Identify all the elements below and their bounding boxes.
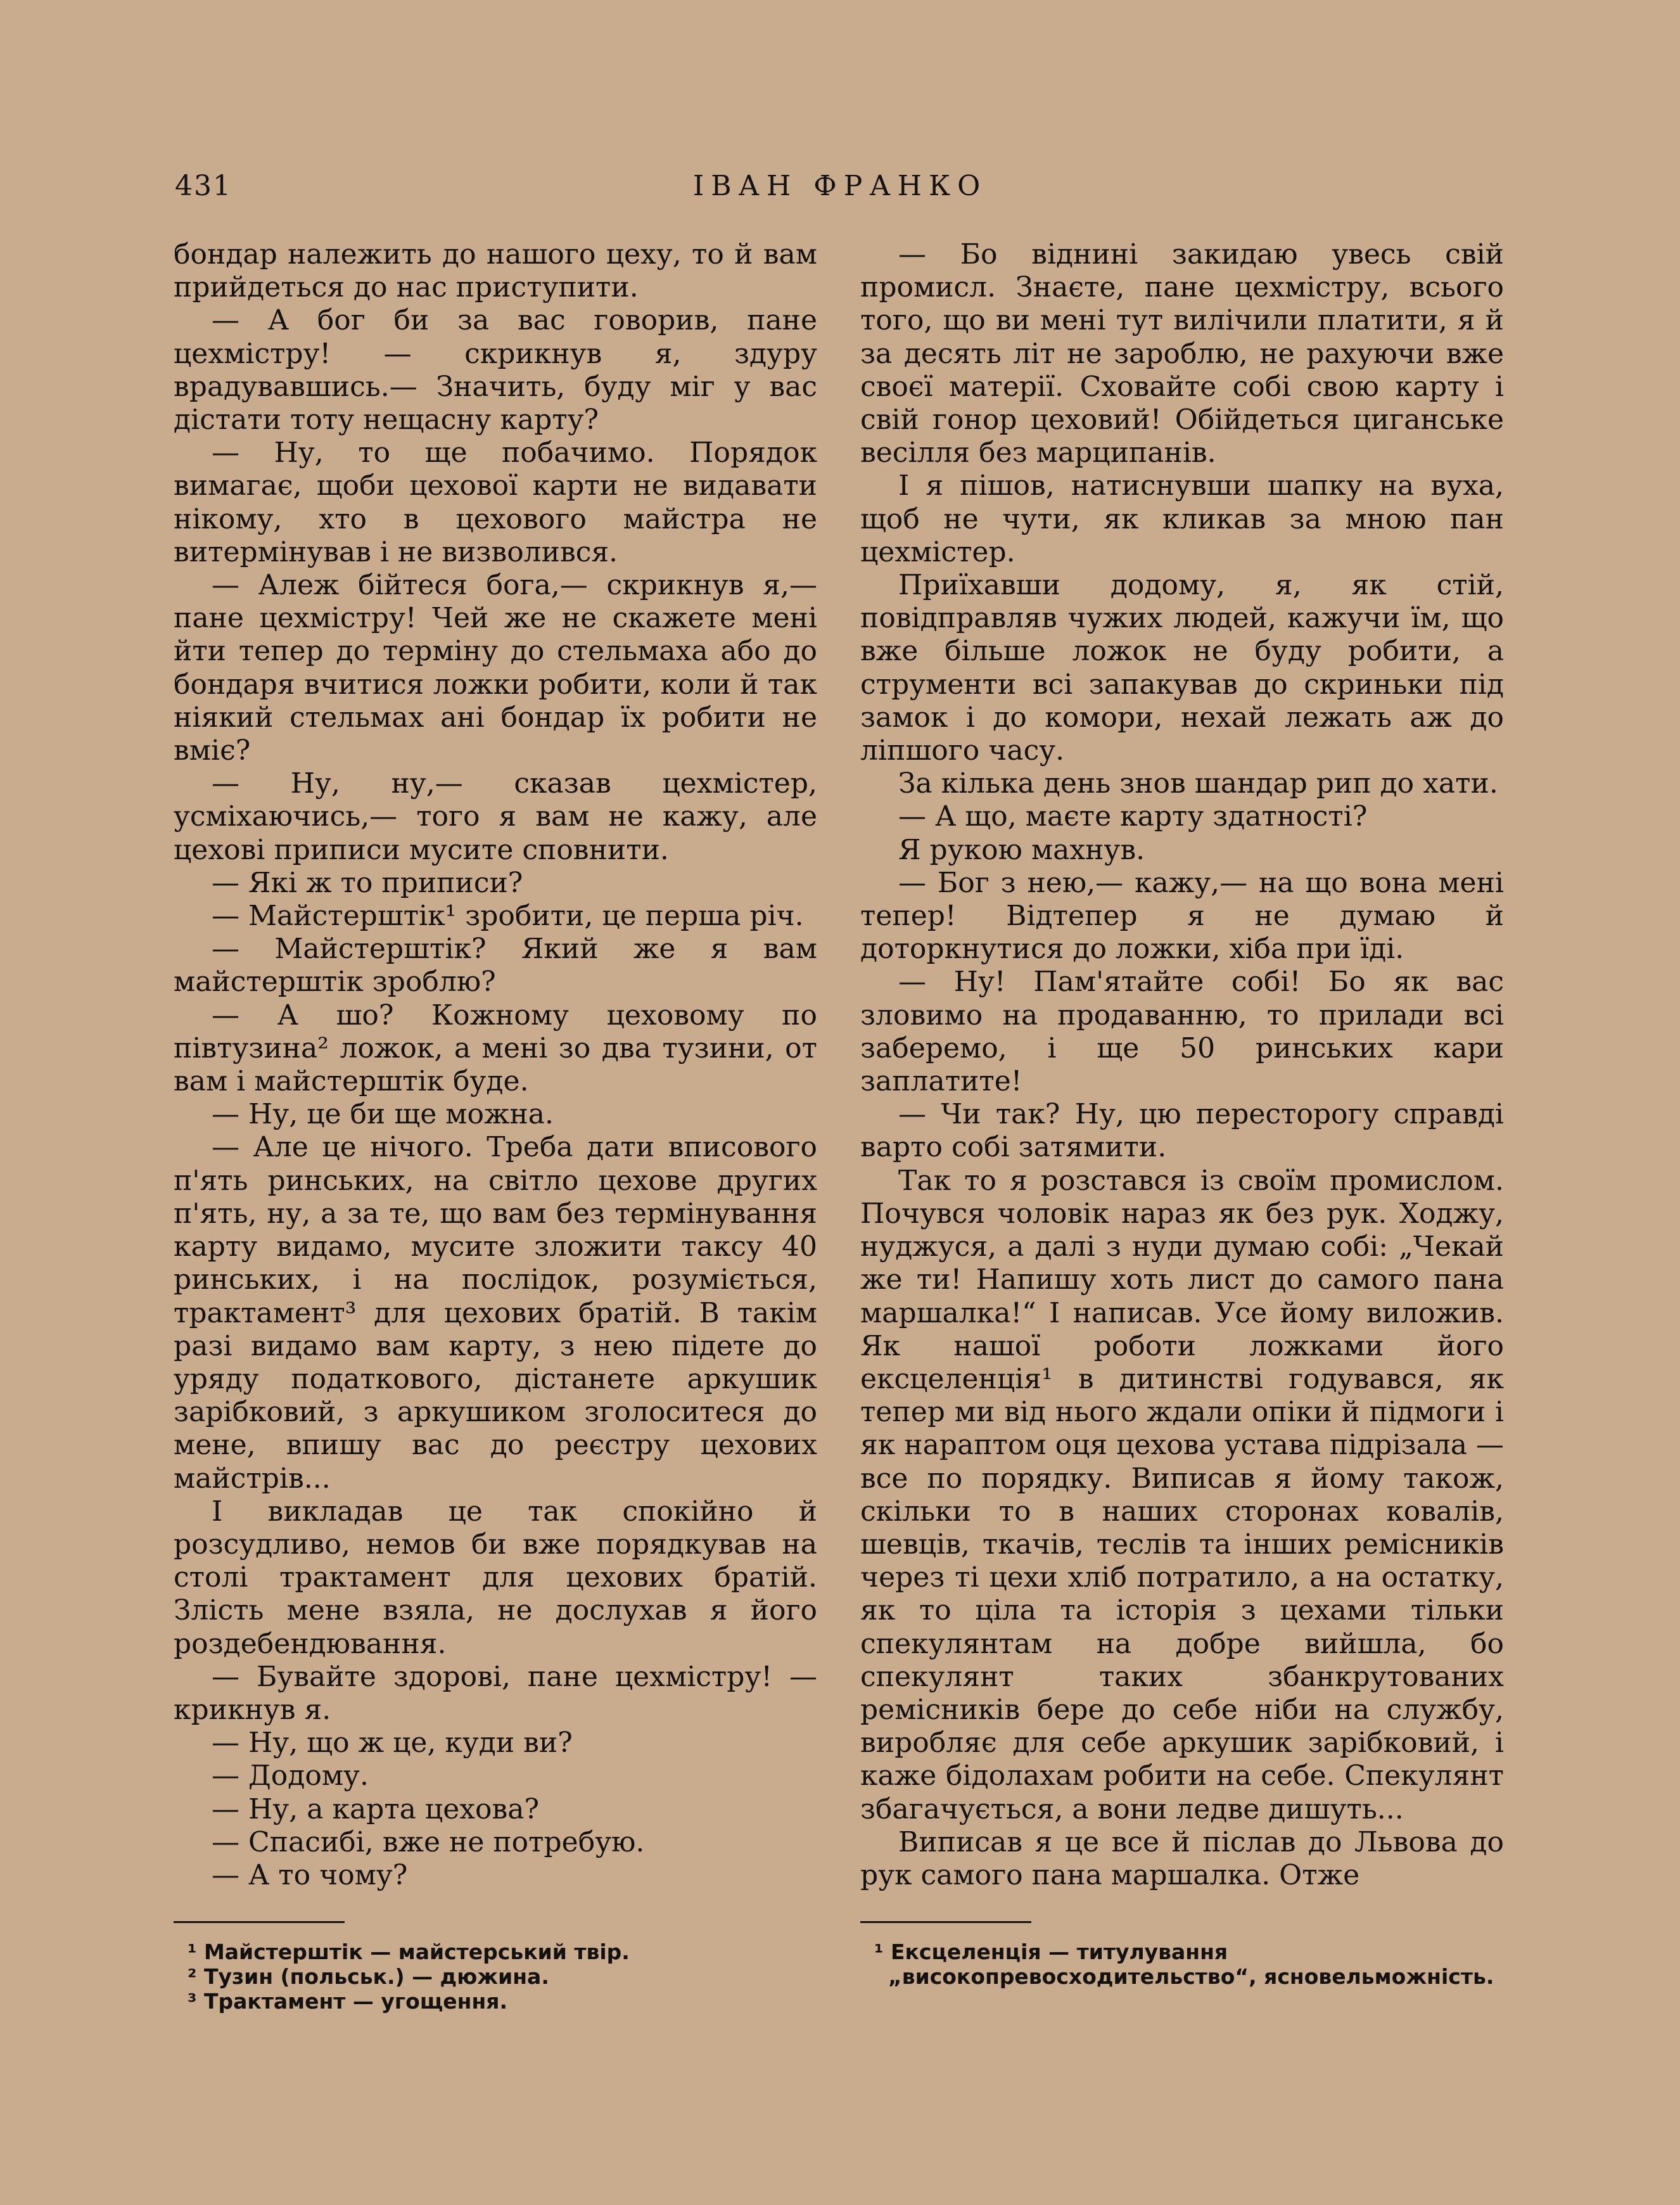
footnote: ² Тузин (польськ.) — дюжина. <box>188 1964 549 1990</box>
paragraph: — А шо? Кожному цеховому по півтузина² ложок, а мені зо два тузини, от вам і майстерштік буде. <box>174 999 817 1098</box>
footnote-divider <box>860 1921 1031 1923</box>
paragraph: — Чи так? Ну, цю пересторогу справді варто собі затямити. <box>860 1098 1504 1164</box>
paragraph: — Бувайте здорові, пане цехмістру! — крикнув я. <box>174 1660 817 1726</box>
footnote-divider <box>174 1921 345 1923</box>
paragraph: — А то чому? <box>212 1858 408 1891</box>
page-number: 431 <box>175 170 232 202</box>
paragraph: — Які ж то приписи? <box>212 866 523 899</box>
paragraph: — Спасибі, вже не потребую. <box>212 1825 645 1858</box>
paragraph: Я рукою махнув. <box>898 833 1145 866</box>
paragraph: Виписав я це все й післав до Львова до рук самого пана маршалка. Отже <box>860 1825 1504 1891</box>
paragraph: — Ну, то ще побачимо. Порядок вимагає, щоби цехової карти не видавати нікому, хто в цехового майстра не витермінував і не визволився. <box>174 437 817 568</box>
paragraph: — Бог з нею,— кажу,— на що вона мені тепер! Відтепер я не думаю й доторкнутися до ложки, хіба при їді. <box>860 866 1504 966</box>
paragraph: — Але це нічого. Треба дати вписового п'ять ринських, на світло цехове других п'ять, ну, а за те, що вам без термінування карту видамо, мусите зложити таксу 40 ринських, і на послідок, розуміється, трактамент³ для цехових братій. В такім разі видамо вам карту, з нею підете до уряду податкового, дістанете аркушик зарібковий, з аркушиком зголоситеся до мене, впишу вас до реєстру цехових майстрів... <box>174 1131 817 1495</box>
left-column <box>174 238 817 2014</box>
paragraph: — Ну, ну,— сказав цехмістер, усміхаючись,— того я вам не кажу, але цехові приписи мусите сповнити. <box>174 767 817 866</box>
paragraph: — Майстерштік? Який же я вам майстерштік зроблю? <box>174 933 817 999</box>
paragraph: Так то я розстався із своїм промислом. Почувся чоловік нараз як без рук. Ходжу, нуджуся, а далі з нуди думаю собі: „Чекай же ти! Напишу хоть лист до самого пана маршалка!“ І написав. Усе йому виложив. Як нашої роботи ложками його ексцеленція¹ в дитинстві годувався, як тепер ми від нього ждали опіки й підмоги і як нараптом оця цехова устава підрізала — все по порядку. Виписав я йому також, скільки то в наших сторонах ковалів, шевців, ткачів, теслів та інших ремісників через ті цехи хліб потратило, а на остатку, як то ціла та історія з цехами тільки спекулянтам на добре вийшла, бо спекулянт таких збанкрутованих ремісників бере до себе ніби на службу, виробляє для себе аркушик зарібковий, і каже бідолахам робити на себе. Спекулянт збагачується, а вони ледве дишуть... <box>860 1164 1504 1825</box>
paragraph: — Додому. <box>212 1760 369 1793</box>
paragraph: — Ну, а карта цехова? <box>212 1793 540 1825</box>
footnote: ¹ Майстерштік — майстерський твір. <box>188 1940 630 1965</box>
paragraph: — Ну, що ж це, куди ви? <box>212 1727 573 1760</box>
paragraph: — Майстерштік¹ зробити, це перша річ. <box>212 900 804 933</box>
paragraph: І я пішов, натиснувши шапку на вуха, щоб не чути, як кликав за мною пан цехмістер. <box>860 470 1504 568</box>
paragraph: — А бог би за вас говорив, пане цехмістру! — скрикнув я, здуру врадувавшись.— Значить, буду міг у вас дістати тоту нещасну карту? <box>174 304 817 437</box>
paragraph: — А що, маєте карту здатності? <box>898 800 1368 833</box>
footnote: ¹ Ексцеленція — титулування „високопревосходительство“, ясновельможність. <box>874 1940 1494 1990</box>
paragraph: — Бо віднині закидаю увесь свій промисл. Знаєте, пане цехмістру, всього того, що ви мені тут вилічили платити, я й за десять літ не зароблю, не рахуючи вже своєї матерії. Сховайте собі свою карту і свій гонор цеховий! Обійдеться циганське весілля без марципанів. <box>860 238 1504 470</box>
footnote: ³ Трактамент — угощення. <box>188 1989 508 2014</box>
paragraph: За кілька день знов шандар рип до хати. <box>898 767 1498 800</box>
paragraph: — Алеж бійтеся бога,— скрикнув я,— пане цехмістру! Чей же не скажете мені йти тепер до терміну до стельмаха або до бондаря вчитися ложки робити, коли й так ніякий стельмах ані бондар їх робити не вміє? <box>174 569 817 767</box>
paragraph: І викладав це так спокійно й розсудливо, немов би вже порядкував на столі трактамент для цехових братій. Злість мене взяла, не дослухав я його роздебендювання. <box>174 1495 817 1660</box>
right-column <box>860 238 1504 1989</box>
paragraph: Приїхавши додому, я, як стій, повідправляв чужих людей, кажучи їм, що вже більше ложок не буду робити, а струменти всі запакував до скриньки під замок і до комори, нехай лежать аж до ліпшого часу. <box>860 569 1504 767</box>
paragraph: — Ну, це би ще можна. <box>212 1098 554 1131</box>
paragraph: — Ну! Пам'ятайте собі! Бо як вас зловимо на продаванню, то прилади всі заберемо, і ще 50 ринських кари заплатите! <box>860 966 1504 1098</box>
running-title: ІВАН ФРАНКО <box>692 170 988 202</box>
paragraph: бондар належить до нашого цеху, то й вам прийдеться до нас приступити. <box>174 238 817 304</box>
